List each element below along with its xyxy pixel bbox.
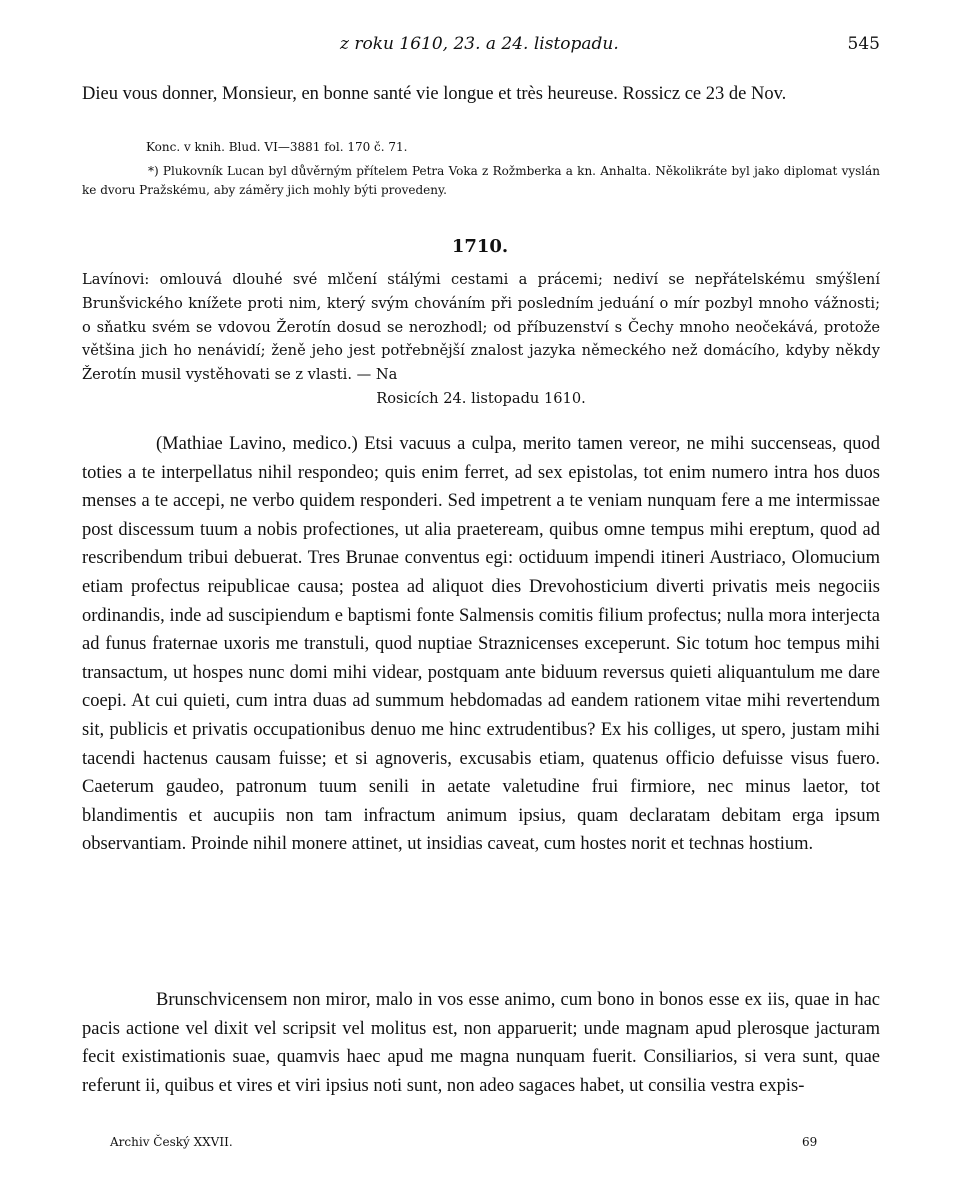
footnote: *) Plukovník Lucan byl důvěrným přítelem Petra Voka z Rožmberka a kn. Anhalta. Několikráte byl jako diplomat vyslán ke dvoru Pražskému, aby záměry jich mohly býti provedeny. xyxy=(82,164,880,197)
letter-paragraph-1: (Mathiae Lavino, medico.) Etsi vacuus a culpa, merito tamen vereor, ne mihi succenseas, quod toties a te interpellatus nihil respondeo; quis enim ferret, ad sex epistolas, tot enim numero intra hos duos menses a te accepi, ne verbo quidem responderi. Sed impetrent a te veniam nunquam fere a me intermissae post discessum tuum a nobis profectiones, ut alia praeteream, quibus omne tempus mihi ereptum, quod ad rescribendum tribui debuerat. Tres Brunae conventus egi: octiduum impendi itineri Austriaco, Olomucium etiam profectus reipublicae causa; postea ad aliquot dies Drevohosticium diverti privatis meis negociis ordinandis, inde ad suscipiendum e baptismi fonte Salmensis comitis filium profectus; nulla mora interjecta ad funus fraternae uxoris me transtuli, quod nuptiae Straznicenses exceperunt. Sic totum hoc tempus mihi transactum, ut hospes nunc domi mihi videar, postquam ante biduum reversus quieti aliquantulum me dare coepi. At cui quieti, cum intra duas ad summum hebdomadas ad eandem rationem vitae mihi revertendum sit, publicis et privatis occupationibus denuo me hinc extrudentibus? Ex his colliges, ut spero, justam mihi tacendi hactenus causam fuisse; et si agnoveris, excusabis etiam, quatenus officio defuisse visus fuero. Caeterum gaudeo, patronum tuum senili in aetate valetudine frui firmiore, nec minus laetor, tot blandimentis et aucupiis non tam infractum animum ipsius, quam declaratam debitam erga ipsum observantiam. Proinde nihil monere attinet, ut insidias caveat, cum hostes norit et technas hostium. xyxy=(82,434,880,855)
running-head: z roku 1610, 23. a 24. listopadu. xyxy=(340,34,619,54)
sheet-number: 69 xyxy=(802,1135,818,1149)
page-number: 545 xyxy=(847,34,880,54)
letter-paragraph-2: Brunschvicensem non miror, malo in vos esse animo, cum bono in bonos esse ex iis, quae in hac pacis actione vel dixit vel scripsit vel molitus est, non apparuerit; unde magnam apud plerosque jacturam fecit existimationis suae, quamvis haec apud me magna nunquam fuerit. Consiliarios, si vera sunt, quae referunt ii, quibus et vires et viri ipsius noti sunt, non adeo sagaces habet, ut consilia vestra expis- xyxy=(82,990,880,1096)
letter-body xyxy=(82,430,880,859)
closing-text: Dieu vous donner, Monsieur, en bonne santé vie longue et très heureuse. Rossicz ce 23 de Nov. xyxy=(82,84,787,104)
summary-date: Rosicích 24. listopadu 1610. xyxy=(376,389,586,407)
entry-number: 1710. xyxy=(451,236,509,257)
archive-signature: Archiv Český XXVII. xyxy=(110,1135,233,1149)
source-reference: Konc. v knih. Blud. VI—3881 fol. 170 č. 71. xyxy=(146,140,408,154)
entry-summary xyxy=(82,268,880,411)
letter-closing xyxy=(82,80,880,109)
summary-text: Lavínovi: omlouvá dlouhé své mlčení stálými cestami a prácemi; nediví se nepřátelskému smýšlení Brunšvického knížete proti nim, který svým chováním při posledním jeduání o mír pozbyl mnoho vážnosti; o sňatku svém se vdovou Žerotín dosud se nerozhodl; od příbuzenství s Čechy mnoho neočekává, protože většina jich ho nenávidí; ženě jeho jest potřebnější znalost jazyka německého než domácího, kdyby někdy Žerotín musil vystěhovati se z vlasti. — Na xyxy=(82,271,880,384)
letter-body-continued xyxy=(82,986,880,1100)
